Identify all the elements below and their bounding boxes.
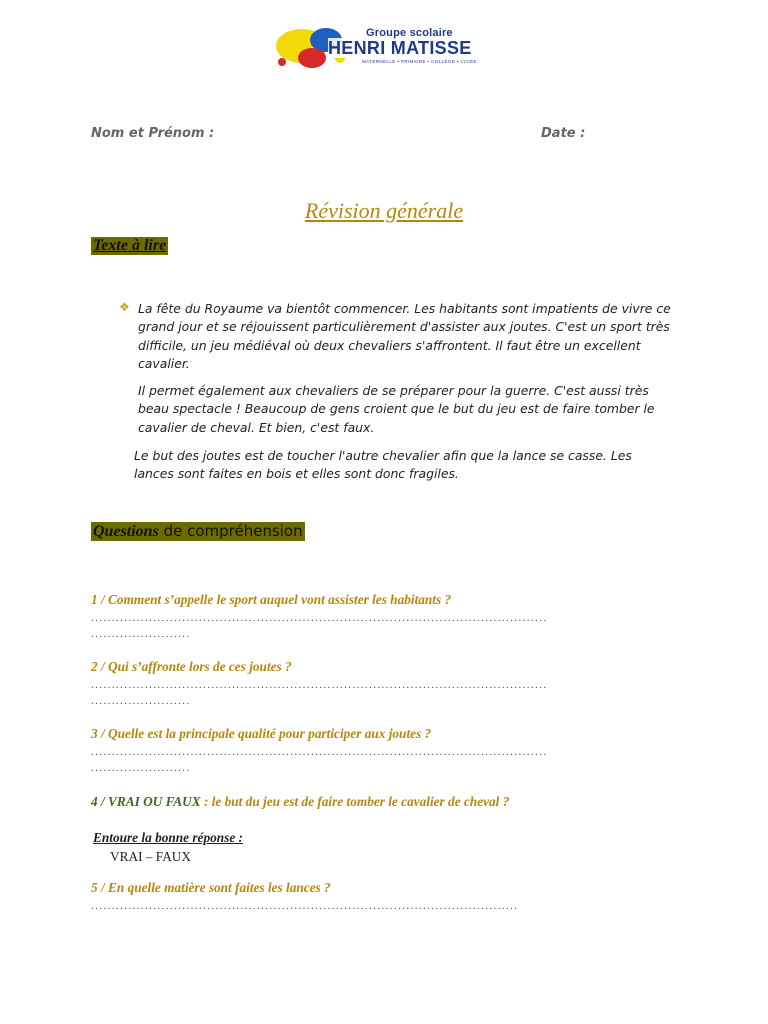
reading-paragraph-1: La fête du Royaume va bientôt commencer. Les habitants sont impatients de vivre ce grand jour et se réjouissent particulièrement d'assister aux joutes. C'est un sport très difficile, un jeu médiéval où deux chevaliers s'affrontent. Il faut être un excellent cavalier. — [138, 301, 671, 372]
answer-line-2b[interactable]: ........................ — [91, 695, 191, 707]
page-title: Révision générale — [304, 198, 464, 223]
question-1: 1 / Comment s’appelle le sport auquel vont assister les habitants ? — [91, 592, 452, 607]
school-logo — [268, 24, 504, 74]
answer-line-3b[interactable]: ........................ — [91, 762, 191, 774]
reading-paragraph-3: Le but des joutes est de toucher l'autre chevalier afin que la lance se casse. Les lances sont faites en bois et elles sont donc fragiles. — [134, 448, 632, 482]
question-2: 2 / Qui s’affronte lors de ces joutes ? — [91, 659, 292, 674]
question-4-rest: : le but du jeu est de faire tomber le cavalier de cheval ? — [200, 794, 510, 809]
question-4-prefix: 4 / VRAI OU FAUX — [91, 794, 201, 809]
answer-line-5[interactable]: ....................................................................................................... — [91, 900, 519, 912]
questions-heading-rest: de compréhension — [158, 522, 303, 540]
questions-heading — [91, 522, 305, 541]
questions-heading-word: Questions — [93, 523, 159, 540]
reading-paragraph-2: Il permet également aux chevaliers de se préparer pour la guerre. C'est aussi très beau spectacle ! Beaucoup de gens croient que le but du jeu est de faire tomber le cavalier de cheval. Et bien, c'est faux. — [138, 383, 655, 435]
answer-line-3a[interactable]: .............................................................................................................. — [91, 746, 548, 758]
question-3: 3 / Quelle est la principale qualité pour participer aux joutes ? — [91, 726, 432, 741]
answer-line-2a[interactable]: .............................................................................................................. — [91, 679, 548, 691]
logo-top-text: Groupe scolaire — [366, 27, 453, 39]
name-label: Nom et Prénom : — [91, 126, 215, 141]
instruction-text: Entoure la bonne réponse : — [93, 830, 243, 845]
true-false-choices[interactable]: VRAI – FAUX — [110, 849, 192, 864]
question-5: 5 / En quelle matière sont faites les lances ? — [91, 880, 331, 895]
answer-line-1b[interactable]: ........................ — [91, 628, 191, 640]
question-4 — [91, 794, 509, 810]
diamond-bullet-icon: ❖ — [119, 300, 130, 314]
logo-sub-text: MATERNELLE • PRIMAIRE • COLLÈGE • LYCÉE — [362, 59, 477, 64]
date-label: Date : — [541, 126, 586, 141]
logo-main-text: HENRI MATISSE — [328, 38, 472, 58]
reading-heading: Texte à lire — [93, 237, 167, 254]
answer-line-1a[interactable]: .............................................................................................................. — [91, 612, 548, 624]
